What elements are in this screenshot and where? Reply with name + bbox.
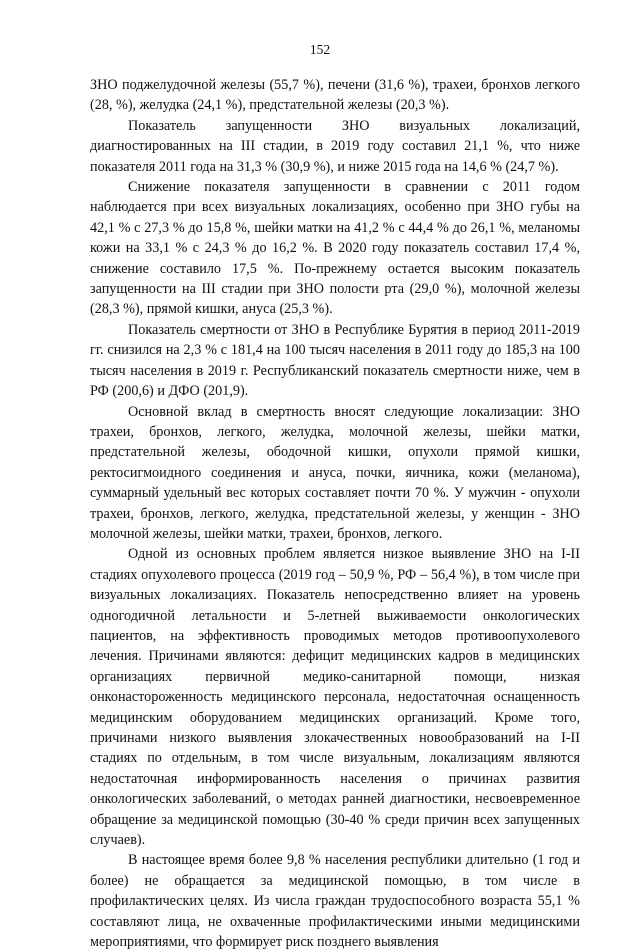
paragraph-population-coverage: В настоящее время более 9,8 % населения республики длительно (1 год и более) не обращается за медицинской помощью, в том числе в профилактических целях. Из числа граждан трудоспособного возраста 55,1 % составляют лица, не охваченные профилактическими иными медицинскими мероприятиями, что формирует риск позднего выявления <box>90 852 580 951</box>
paragraph-neglect-decrease: Снижение показателя запущенности в сравнении с 2011 годом наблюдается при всех визуальных локализациях, особенно при ЗНО губы на 42,1 % с 27,3 % до 15,8 %, шейки матки на 41,2 % с 44,4 % до 26,1 %, меланомы кожи на 33,1 % с 24,3 % до 16,2 %. В 2020 году показатель составил 17,4 %, снижение составило 17,5 %. По-прежнему остается высоким показатель запущенности на III стадии при ЗНО полости рта (29,0 %), молочной железы (28,3 %), прямой кишки, ануса (25,3 %). <box>90 179 580 318</box>
body-text <box>90 75 580 952</box>
paragraph-neglect-rate: Показатель запущенности ЗНО визуальных локализаций, диагностированных на III стадии, в 2019 году составил 21,1 %, что ниже показателя 2011 года на 31,3 % (30,9 %), и ниже 2015 года на 14,6 % (24,7 %). <box>90 117 580 175</box>
page-number: 152 <box>309 42 331 57</box>
paragraph-mortality-contributors: Основной вклад в смертность вносят следующие локализации: ЗНО трахеи, бронхов, легкого, желудка, молочной железы, шейки матки, предстательной железы, ободочной кишки, опухоли прямой кишки, ректосигмоидного соединения и ануса, почки, яичника, кожи (меланома), суммарный удельный вес которых составляет почти 70 %. У мужчин - опухоли трахеи, бронхов, легкого, желудка, предстательной железы, у женщин - ЗНО молочной железы, шейки матки, трахеи, бронхов, легкого. <box>90 403 580 542</box>
paragraph-early-detection: Одной из основных проблем является низкое выявление ЗНО на I-II стадиях опухолевого процесса (2019 год – 50,9 %, РФ – 56,4 %), в том числе при визуальных локализациях. Показатель непосредственно влияет на уровень одногодичной летальности и 5-летней выживаемости онкологических пациентов, на эффективность проводимых методов противоопухолевого лечения. Причинами являются: дефицит медицинских кадров в медицинских организациях первичной медико-санитарной помощи, низкая онконастороженность медицинского персонала, недостаточная оснащенность медицинским оборудованием медицинских организаций. Кроме того, причинами низкого выявления злокачественных новообразований на I-II стадиях по отдельным, в том числе визуальным, локализациям являются недостаточная информированность населения о причинах развития онкологических заболеваний, о методах ранней диагностики, несвоевременное обращение за медицинской помощью (30-40 % среди причин всех запущенных случаев). <box>90 546 580 849</box>
paragraph-mortality: Показатель смертности от ЗНО в Республике Бурятия в период 2011-2019 гг. снизился на 2,3 % с 181,4 на 100 тысяч населения в 2011 году до 185,3 на 100 тысяч населения в 2019 г. Республиканский показатель смертности ниже, чем в РФ (200,6) и ДФО (201,9). <box>90 321 580 400</box>
paragraph-continuation: ЗНО поджелудочной железы (55,7 %), печени (31,6 %), трахеи, бронхов легкого (28, %), желудка (24,1 %), предстательной железы (20,3 %). <box>90 77 580 114</box>
